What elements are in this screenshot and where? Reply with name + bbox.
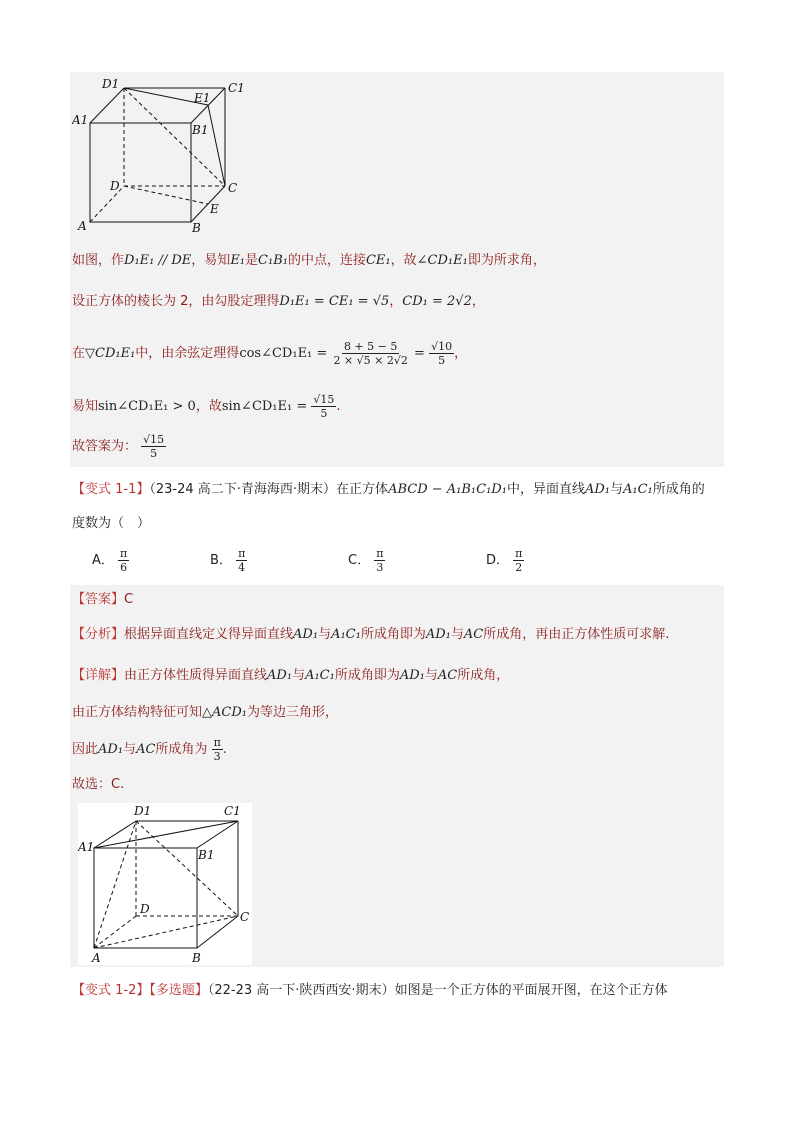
math: D₁E₁ = CE₁ = √5 xyxy=(279,294,390,309)
answer-tag: 【答案】 xyxy=(72,592,125,607)
math: CE₁ xyxy=(365,253,391,268)
text: 根据异面直线定义得异面直线 xyxy=(124,627,294,642)
numerator: π xyxy=(376,547,384,560)
text: 中，异面直线 xyxy=(506,482,585,497)
text: 如图，作 xyxy=(72,253,125,268)
math: AD₁ xyxy=(98,742,124,757)
denominator: 3 xyxy=(376,561,384,574)
solution-line-2 xyxy=(72,292,485,312)
denominator: 6 xyxy=(120,561,128,574)
fig1-label-b1: B1 xyxy=(192,123,209,137)
numerator: π xyxy=(120,547,128,560)
denominator: 2 xyxy=(515,561,523,574)
option-a[interactable] xyxy=(92,547,129,574)
fig2-label-d1: D1 xyxy=(134,804,152,818)
multi-select-tag: 【多选题】 xyxy=(149,983,208,998)
denominator: 4 xyxy=(238,561,246,574)
text: 与 xyxy=(609,482,623,497)
fig1-label-d: D xyxy=(110,179,120,193)
fig2-label-c: C xyxy=(240,910,250,924)
math: AC xyxy=(136,742,156,757)
fig2-label-c1: C1 xyxy=(224,804,241,818)
question-1-2 xyxy=(72,981,668,1001)
detail-line-2 xyxy=(72,703,338,723)
text: 与 xyxy=(450,627,464,642)
denominator: 5 xyxy=(150,447,158,460)
option-b[interactable] xyxy=(210,547,247,574)
fig1-label-c1: C1 xyxy=(228,81,245,95)
text: ， xyxy=(454,346,468,361)
math: A₁C₁ xyxy=(623,482,653,497)
cube-figure-2 xyxy=(78,803,252,965)
fraction xyxy=(141,433,166,460)
text: 所成角即为 xyxy=(334,668,400,683)
text: 与 xyxy=(424,668,438,683)
text: ， xyxy=(389,294,403,309)
text: ，易知 xyxy=(191,253,231,268)
option-letter: A． xyxy=(92,553,114,568)
text: ， xyxy=(471,294,485,309)
text: 是 xyxy=(245,253,259,268)
option-letter: C． xyxy=(348,553,371,568)
option-d[interactable] xyxy=(486,547,524,574)
analysis-line xyxy=(72,625,669,645)
fig1-label-e: E xyxy=(210,202,219,216)
denominator: 2 × √5 × 2√2 xyxy=(333,354,408,367)
fraction xyxy=(311,393,336,420)
math: △ACD₁ xyxy=(202,705,247,720)
detail-line-3 xyxy=(72,733,227,767)
math: AD₁ xyxy=(399,668,425,683)
text: 所成角为 xyxy=(155,742,208,757)
answer-value: C xyxy=(124,592,134,607)
text: 的中点，连接 xyxy=(287,253,366,268)
numerator: √10 xyxy=(431,340,453,353)
option-c[interactable] xyxy=(348,547,385,574)
math: C₁B₁ xyxy=(258,253,288,268)
math: AD₁ xyxy=(293,627,319,642)
text: 与 xyxy=(292,668,306,683)
solution-line-5 xyxy=(72,430,166,464)
math: E₁ xyxy=(230,253,246,268)
text: 即为所求角， xyxy=(467,253,546,268)
fig2-label-b1: B1 xyxy=(198,848,215,862)
math: sin∠CD₁E₁ = xyxy=(221,399,308,414)
text: 由正方体结构特征可知 xyxy=(72,705,203,720)
text: 设正方体的棱长为 2，由勾股定理得 xyxy=(72,294,280,309)
math: AD₁ xyxy=(267,668,293,683)
text: 易知 xyxy=(72,399,99,414)
solution-line-3 xyxy=(72,337,467,371)
numerator: π xyxy=(238,547,246,560)
fig1-label-a: A xyxy=(78,219,87,233)
math: ▽CD₁E₁ xyxy=(85,346,136,361)
math: ABCD − A₁B₁C₁D₁ xyxy=(388,482,507,497)
detail-choose xyxy=(72,775,124,795)
cube-figure-1 xyxy=(72,74,252,236)
text: 在 xyxy=(72,346,86,361)
numerator: √15 xyxy=(143,433,165,446)
text: 所成角即为 xyxy=(360,627,426,642)
option-letter: D． xyxy=(486,553,510,568)
text: 故答案为： xyxy=(72,439,138,454)
solution-line-1 xyxy=(72,251,546,271)
fraction xyxy=(331,340,409,367)
fraction xyxy=(374,547,385,574)
detail-tag: 【详解】 xyxy=(72,668,125,683)
text: 度数为（ ） xyxy=(72,516,151,531)
math: ∠CD₁E₁ xyxy=(416,253,468,268)
math: cos∠CD₁E₁ = xyxy=(239,346,328,361)
text: 与 xyxy=(318,627,332,642)
math: A₁C₁ xyxy=(305,668,335,683)
text: （22-23 高一下·陕西西安·期末）如图是一个正方体的平面展开图，在这个正方体 xyxy=(207,983,668,998)
text: 故选：C. xyxy=(72,777,125,792)
text: 所成角，再由正方体性质可求解. xyxy=(483,627,670,642)
fig1-label-e1: E1 xyxy=(194,91,211,105)
analysis-tag: 【分析】 xyxy=(72,627,125,642)
text: 所成角， xyxy=(457,668,510,683)
question-tag: 【变式 1-1】 xyxy=(72,482,150,497)
fig2-label-b: B xyxy=(192,951,201,965)
math: AD₁ xyxy=(584,482,610,497)
fraction xyxy=(212,736,223,763)
math: A₁C₁ xyxy=(331,627,361,642)
numerator: 8 + 5 − 5 xyxy=(343,340,398,353)
math: CD₁ = 2√2 xyxy=(402,294,472,309)
text: 因此 xyxy=(72,742,99,757)
denominator: 5 xyxy=(320,407,328,420)
text: 由正方体性质得异面直线 xyxy=(124,668,268,683)
math: = xyxy=(414,346,425,361)
fraction xyxy=(236,547,247,574)
math: sin∠CD₁E₁ > 0 xyxy=(98,399,196,414)
fig1-label-d1: D1 xyxy=(102,77,120,91)
fig1-label-a1: A1 xyxy=(72,113,89,127)
fraction xyxy=(118,547,129,574)
option-letter: B． xyxy=(210,553,232,568)
question-tag: 【变式 1-2】 xyxy=(72,983,150,998)
math: AD₁ xyxy=(425,627,451,642)
math: AC xyxy=(463,627,484,642)
denominator: 5 xyxy=(438,354,446,367)
text: ，故 xyxy=(390,253,417,268)
fig1-label-c: C xyxy=(228,181,238,195)
solution-line-4 xyxy=(72,390,341,424)
fig2-label-a1: A1 xyxy=(78,840,95,854)
fig1-label-b: B xyxy=(192,221,201,235)
numerator: π xyxy=(213,736,221,749)
text: 所成角的 xyxy=(652,482,705,497)
math: AC xyxy=(437,668,458,683)
detail-line-1 xyxy=(72,666,509,686)
denominator: 3 xyxy=(213,750,221,763)
question-1-1-line-2 xyxy=(72,514,150,534)
text: ，故 xyxy=(195,399,222,414)
numerator: √15 xyxy=(313,393,335,406)
text: . xyxy=(336,399,341,414)
answer-line xyxy=(72,590,133,610)
text: 与 xyxy=(123,742,137,757)
question-1-1 xyxy=(72,480,705,500)
fig2-label-a: A xyxy=(92,951,101,965)
fraction xyxy=(429,340,454,367)
math: D₁E₁ // DE xyxy=(124,253,192,268)
text: （23-24 高二下·青海海西·期末）在正方体 xyxy=(149,482,389,497)
fig2-label-d: D xyxy=(140,902,150,916)
fraction xyxy=(513,547,524,574)
text: . xyxy=(222,742,227,757)
numerator: π xyxy=(515,547,523,560)
text: 为等边三角形， xyxy=(246,705,338,720)
text: 中，由余弦定理得 xyxy=(135,346,240,361)
